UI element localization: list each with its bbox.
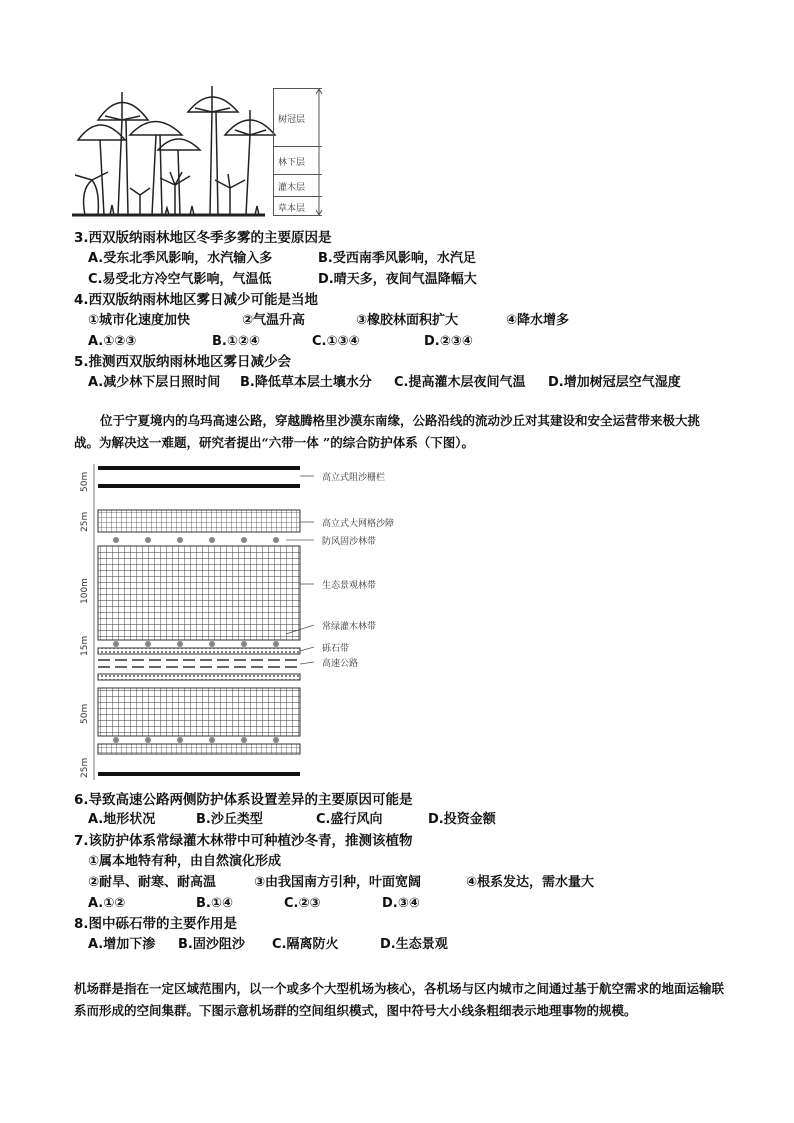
layer-label-herb: 草本层 bbox=[278, 204, 306, 214]
tree-dots-top bbox=[113, 537, 279, 543]
q5-option-d: D.增加树冠层空气湿度 bbox=[548, 375, 681, 390]
q3-option-b: B.受西南季风影响，水汽足 bbox=[318, 251, 476, 266]
q4-option-b: B.①②④ bbox=[212, 334, 260, 349]
q7-option-a: A.①② bbox=[88, 896, 126, 911]
layer-label-understory: 林下层 bbox=[278, 158, 306, 168]
q7-item-2: ②耐旱、耐寒、耐高温 bbox=[88, 875, 217, 890]
q7-option-d: D.③④ bbox=[382, 896, 420, 911]
q4-item-3: ③橡胶林面积扩大 bbox=[356, 313, 459, 328]
label-windbreak-forest: 防风固沙林带 bbox=[322, 537, 377, 547]
q8-option-d: D.生态景观 bbox=[380, 937, 448, 952]
q3-option-a: A.受东北季风影响，水汽输入多 bbox=[88, 251, 273, 266]
q5-option-c: C.提高灌木层夜间气温 bbox=[394, 375, 526, 390]
q6-option-d: D.投资金额 bbox=[428, 812, 496, 827]
q6-option-b: B.沙丘类型 bbox=[196, 812, 263, 827]
q7-option-b: B.①④ bbox=[196, 896, 233, 911]
question-5: 5.推测西双版纳雨林地区雾日减少会 bbox=[74, 354, 292, 370]
question-4: 4.西双版纳雨林地区雾日减少可能是当地 bbox=[74, 292, 319, 308]
q4-item-1: ①城市化速度加快 bbox=[88, 313, 191, 328]
q4-option-a: A.①②③ bbox=[88, 334, 137, 349]
label-high-fence: 高立式阻沙栅栏 bbox=[322, 473, 386, 483]
q3-option-c: C.易受北方冷空气影响，气温低 bbox=[88, 272, 272, 287]
question-6: 6.导致高速公路两侧防护体系设置差异的主要原因可能是 bbox=[74, 792, 413, 808]
q5-option-a: A.减少林下层日照时间 bbox=[88, 375, 221, 390]
q6-option-c: C.盛行风向 bbox=[316, 812, 383, 827]
question-3: 3.西双版纳雨林地区冬季多雾的主要原因是 bbox=[74, 230, 332, 246]
layer-scale bbox=[273, 88, 324, 216]
q7-item-3: ③由我国南方引种，叶面宽阔 bbox=[254, 875, 422, 890]
protection-system-figure bbox=[76, 462, 406, 782]
q4-option-d: D.②③④ bbox=[424, 334, 473, 349]
rainforest-figure bbox=[70, 80, 330, 220]
layer-label-canopy: 树冠层 bbox=[278, 115, 306, 125]
axis-label-50m-top: 50m bbox=[80, 471, 90, 492]
layer-label-shrub: 灌木层 bbox=[278, 183, 306, 193]
q4-item-4: ④降水增多 bbox=[506, 313, 570, 328]
q7-option-c: C.②③ bbox=[284, 896, 321, 911]
axis-label-15m: 15m bbox=[80, 635, 90, 656]
passage-highway: 位于宁夏境内的乌玛高速公路，穿越腾格里沙漠东南缘，公路沿线的流动沙丘对其建设和安全运营带来极大挑战。为解决这一难题，研究者提出“六带一体 ”的综合防护体系（下图）。 bbox=[74, 413, 701, 450]
question-7: 7.该防护体系常绿灌木林带中可种植沙冬青，推测该植物 bbox=[74, 833, 413, 849]
axis-label-100m: 100m bbox=[80, 578, 90, 604]
q8-option-a: A.增加下渗 bbox=[88, 937, 156, 952]
label-evergreen-shrub: 常绿灌木林带 bbox=[322, 622, 377, 632]
q8-option-c: C.隔离防火 bbox=[272, 937, 339, 952]
label-grid-barrier: 高立式大网格沙障 bbox=[322, 519, 395, 529]
label-gravel-band: 砾石带 bbox=[322, 644, 350, 654]
q4-item-2: ②气温升高 bbox=[242, 313, 306, 328]
q4-option-c: C.①③④ bbox=[312, 334, 360, 349]
q7-item-1: ①属本地特有种，由自然演化形成 bbox=[88, 854, 282, 869]
passage-airport-cluster: 机场群是指在一定区域范围内，以一个或多个大型机场为核心，各机场与区内城市之间通过基于航空需求的地面运输联系而形成的空间集群。下图示意机场群的空间组织模式，图中符号大小线条粗细表示地理事物的规模。 bbox=[74, 981, 725, 1018]
label-highway: 高速公路 bbox=[322, 659, 359, 669]
question-8: 8.图中砾石带的主要作用是 bbox=[74, 916, 238, 932]
q3-option-d: D.晴天多，夜间气温降幅大 bbox=[318, 272, 477, 287]
height-arrow bbox=[314, 88, 324, 216]
axis-label-50m-bottom: 50m bbox=[80, 703, 90, 724]
axis-label-25m-bottom: 25m bbox=[80, 757, 90, 778]
axis-label-25m-top: 25m bbox=[80, 511, 90, 532]
q5-option-b: B.降低草本层土壤水分 bbox=[240, 375, 372, 390]
q6-option-a: A.地形状况 bbox=[88, 812, 156, 827]
label-eco-forest: 生态景观林带 bbox=[322, 581, 377, 591]
q8-option-b: B.固沙阻沙 bbox=[178, 937, 245, 952]
q7-item-4: ④根系发达，需水量大 bbox=[466, 875, 595, 890]
